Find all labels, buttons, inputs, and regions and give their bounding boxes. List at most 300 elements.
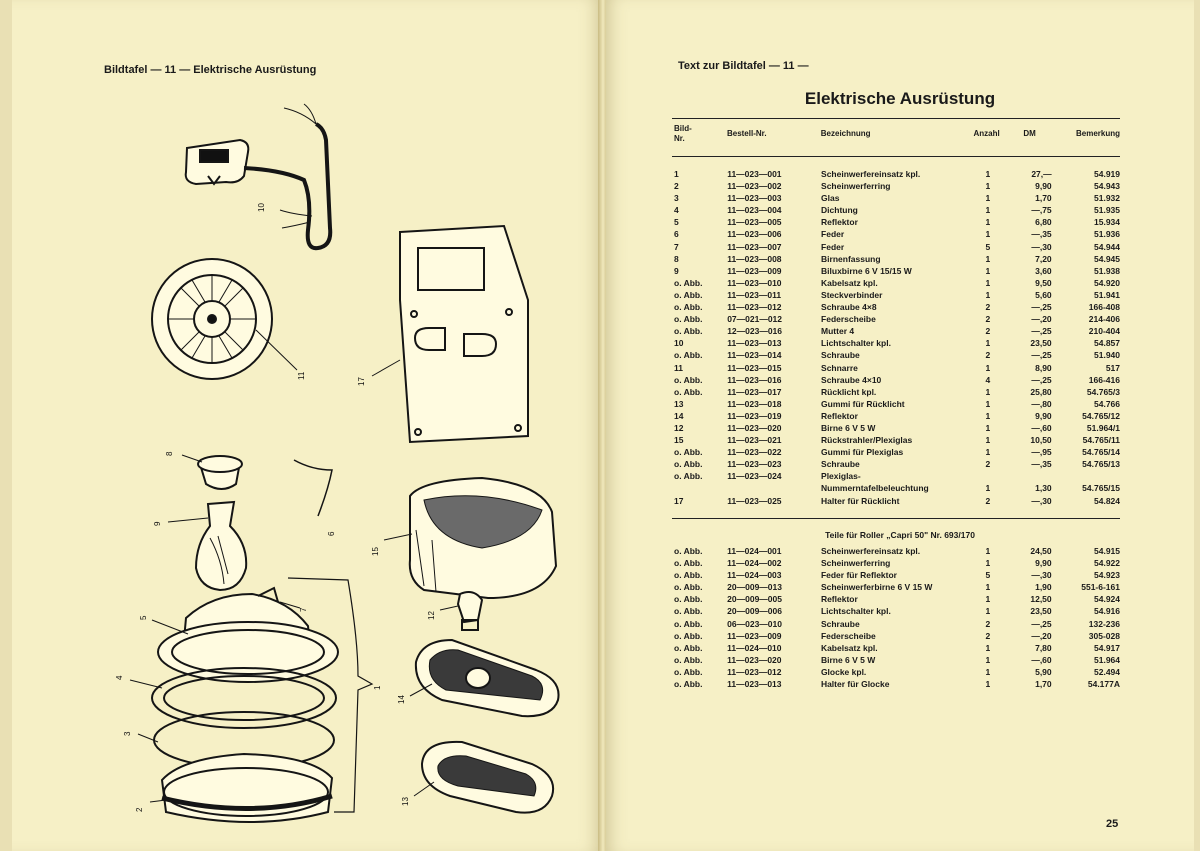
cell-dm: 1,90 — [1035, 582, 1052, 593]
cell-anz: 1 — [985, 181, 991, 192]
cell-bem: 166-408 — [1088, 302, 1120, 313]
cell-bild: o. Abb. — [674, 447, 703, 458]
col-bestell: Bestell-Nr. — [726, 129, 767, 138]
cell-anz: 4 — [985, 374, 991, 385]
cell-dm: 1,70 — [1035, 193, 1052, 204]
headlight-stack-drawing — [130, 578, 372, 822]
cell-bem: 517 — [1105, 362, 1120, 373]
cell-bild: 5 — [674, 217, 679, 228]
label-6: 6 — [327, 531, 336, 536]
label-8: 8 — [165, 451, 174, 456]
cell-dm: —,95 — [1031, 447, 1052, 458]
label-13: 13 — [401, 797, 410, 806]
parts-table-capri — [674, 545, 1120, 690]
table-row — [674, 593, 1120, 605]
cell-bez: Federscheibe — [820, 630, 876, 641]
cell-bild: 13 — [674, 398, 684, 409]
cell-anz: 1 — [985, 594, 991, 605]
cell-dm: 5,60 — [1035, 289, 1052, 300]
cell-dm: —,25 — [1031, 374, 1052, 385]
left-page — [12, 0, 600, 851]
label-3: 3 — [123, 731, 132, 736]
cell-bez: Schraube — [821, 350, 860, 361]
cell-nr: 11—023—009 — [727, 630, 782, 641]
cell-bem: 51.936 — [1094, 229, 1120, 240]
cell-bild: o. Abb. — [674, 546, 703, 556]
cell-anz: 1 — [985, 558, 991, 569]
cell-nr: 11—023—022 — [727, 447, 782, 458]
cell-bez: Lichtschalter kpl. — [821, 338, 891, 349]
cell-bez: Reflektor — [821, 410, 858, 421]
table-row — [674, 337, 1120, 349]
cell-dm: 25,80 — [1030, 386, 1052, 397]
cell-dm: 7,80 — [1035, 642, 1052, 653]
cell-dm: 7,20 — [1035, 253, 1052, 264]
cell-anz: 2 — [985, 459, 991, 470]
cell-dm: 10,50 — [1030, 435, 1052, 446]
cell-dm: —,35 — [1031, 229, 1052, 240]
cell-nr: 11—023—002 — [727, 181, 782, 192]
cell-bez: Gummi für Rücklicht — [821, 398, 905, 409]
cell-anz: 1 — [985, 205, 991, 216]
col-anzahl: Anzahl — [973, 129, 1000, 138]
cell-nr: 11—023—003 — [727, 193, 782, 204]
cell-dm: —,30 — [1031, 570, 1052, 581]
cell-bem: 54.924 — [1094, 594, 1120, 605]
rear-light-drawing — [384, 478, 556, 598]
cell-bez: Scheinwerfereinsatz kpl. — [820, 546, 921, 556]
cell-dm: 9,90 — [1035, 558, 1052, 569]
cell-anz: 1 — [985, 435, 991, 446]
table-row — [674, 277, 1120, 289]
cell-bild: 12 — [674, 422, 684, 433]
cell-anz: 2 — [985, 314, 991, 325]
col-bild: Bild- Nr. — [674, 124, 692, 143]
table-row — [674, 482, 1120, 494]
cell-nr: 11—023—005 — [727, 217, 782, 228]
cell-bem: 54.766 — [1094, 398, 1120, 409]
col-bemerkung: Bemerkung — [1075, 129, 1120, 138]
table-row — [674, 192, 1120, 204]
label-4: 4 — [115, 675, 124, 680]
rear-light-holder-drawing — [372, 226, 528, 442]
top-rule — [672, 118, 1120, 119]
col-dm: DM — [1023, 129, 1036, 138]
cell-nr: 20—009—005 — [727, 594, 782, 605]
small-bulb-drawing — [440, 592, 482, 630]
cell-bild: o. Abb. — [674, 326, 703, 337]
cell-nr: 11—023—020 — [727, 654, 782, 665]
cell-bem: 54.944 — [1094, 241, 1120, 252]
table-row — [674, 253, 1120, 265]
table-row — [674, 678, 1120, 690]
cell-nr: 11—023—013 — [727, 338, 782, 349]
right-page — [606, 0, 1194, 851]
cell-anz: 1 — [985, 422, 991, 433]
table-row — [674, 325, 1120, 337]
section-rule — [672, 518, 1120, 519]
cell-bez: Kabelsatz kpl. — [821, 277, 878, 288]
cell-nr: 11—023—019 — [727, 410, 782, 421]
cell-anz: 1 — [985, 410, 991, 421]
cell-nr: 07—021—012 — [727, 314, 783, 325]
cell-dm: —,20 — [1031, 314, 1052, 325]
cell-bez: Dichtung — [821, 205, 858, 216]
label-2: 2 — [135, 807, 144, 812]
cell-bild: o. Abb. — [674, 374, 703, 385]
cell-bez: Federscheibe — [821, 314, 876, 325]
cell-bild: o. Abb. — [674, 459, 703, 470]
cell-bild: 17 — [674, 495, 684, 506]
cell-nr: 11—024—002 — [727, 558, 782, 569]
cell-bez: Steckverbinder — [821, 289, 883, 300]
cell-bez: Scheinwerferbirne 6 V 15 W — [820, 582, 933, 593]
table-row — [674, 180, 1120, 192]
cell-anz: 1 — [985, 193, 991, 204]
col-bezeichnung: Bezeichnung — [820, 129, 871, 138]
cell-bem: 15.934 — [1094, 217, 1120, 228]
cell-bild: 15 — [674, 435, 684, 446]
cell-bild: o. Abb. — [674, 350, 703, 361]
cell-anz: 1 — [985, 265, 991, 276]
cell-bem: 54.920 — [1094, 277, 1120, 288]
cell-bez: Schraube — [820, 618, 860, 629]
cell-bild: 8 — [674, 253, 679, 264]
label-17: 17 — [357, 377, 366, 386]
cell-bez: Gummi für Plexiglas — [821, 447, 904, 458]
cell-anz: 1 — [985, 654, 991, 665]
table-row — [674, 470, 1120, 482]
cell-bild: o. Abb. — [674, 679, 703, 690]
cell-anz: 2 — [985, 618, 991, 629]
cell-bem: 54.919 — [1094, 169, 1120, 179]
table-row — [674, 666, 1120, 678]
cell-bez: Mutter 4 — [821, 326, 855, 337]
cell-dm: —,35 — [1031, 459, 1052, 470]
table-row — [674, 458, 1120, 470]
cell-bem: 551-6-161 — [1081, 582, 1120, 593]
cell-bez: Halter für Rücklicht — [821, 495, 900, 506]
cell-bez: Schraube 4×10 — [821, 374, 882, 385]
cell-dm: —,30 — [1031, 241, 1052, 252]
cell-nr: 11—023—017 — [727, 386, 782, 397]
cell-nr: 11—023—012 — [727, 302, 782, 313]
cell-nr: 11—023—010 — [727, 277, 782, 288]
table-row — [674, 386, 1120, 398]
cell-dm: 27,— — [1031, 169, 1052, 179]
cell-anz: 1 — [985, 253, 991, 264]
cell-dm: —,25 — [1031, 302, 1052, 313]
light-switch-drawing — [186, 104, 331, 248]
parts-table-header — [674, 124, 1120, 144]
cell-anz: 2 — [985, 302, 991, 313]
cell-bild: o. Abb. — [674, 386, 703, 397]
table-row — [674, 204, 1120, 216]
cell-bild: o. Abb. — [674, 642, 703, 653]
cell-dm: —,25 — [1031, 326, 1052, 337]
cell-bem: 54.945 — [1094, 253, 1120, 264]
parts-table-main — [674, 168, 1120, 507]
cell-nr: 11—023—015 — [727, 362, 782, 373]
cell-bez: Birne 6 V 5 W — [820, 654, 876, 665]
cell-dm: —,20 — [1031, 630, 1052, 641]
cell-bild: o. Abb. — [674, 302, 703, 313]
cell-anz: 1 — [985, 169, 991, 179]
cell-nr: 11—023—014 — [727, 350, 782, 361]
cell-dm: —,80 — [1031, 398, 1052, 409]
table-row — [674, 618, 1120, 630]
cell-bild: 9 — [674, 265, 679, 276]
cell-nr: 11—023—016 — [727, 374, 782, 385]
cell-dm: —,75 — [1031, 205, 1052, 216]
cell-anz: 1 — [985, 606, 991, 617]
cell-bem: 54.857 — [1094, 338, 1120, 349]
cell-bem: 210-404 — [1088, 326, 1120, 337]
cell-bild: o. Abb. — [674, 289, 703, 300]
label-12: 12 — [427, 611, 436, 620]
cell-bez: Rückstrahler/Plexiglas — [821, 435, 913, 446]
cell-anz: 1 — [985, 398, 991, 409]
section2-title: Teile für Roller „Capri 50" Nr. 693/170 — [825, 530, 975, 540]
cell-dm: 23,50 — [1030, 606, 1052, 617]
cell-bez: Birne 6 V 5 W — [821, 422, 876, 433]
table-row — [674, 241, 1120, 253]
cell-nr: 11—023—007 — [727, 241, 782, 252]
cell-bem: 51.938 — [1094, 265, 1120, 276]
cell-nr: 11—023—006 — [727, 229, 782, 240]
cell-bild: 1 — [674, 169, 679, 179]
cell-bem: 51.941 — [1094, 289, 1120, 300]
table-row — [674, 362, 1120, 374]
table-row — [674, 349, 1120, 361]
cell-dm: 9,90 — [1035, 181, 1052, 192]
cell-bild: o. Abb. — [674, 570, 703, 581]
table-row — [674, 313, 1120, 325]
cell-nr: 11—023—011 — [727, 289, 782, 300]
cell-bem: 54.765/13 — [1082, 459, 1120, 470]
cell-bez: Reflektor — [821, 217, 858, 228]
table-row — [674, 581, 1120, 593]
cell-bild: 14 — [674, 410, 684, 421]
plate-title: Bildtafel — 11 — Elektrische Ausrüstung — [104, 64, 317, 76]
cell-nr: 11—023—008 — [727, 253, 782, 264]
cell-dm: —,25 — [1031, 350, 1052, 361]
label-11: 11 — [297, 371, 306, 380]
table-row — [674, 434, 1120, 446]
table-row — [674, 289, 1120, 301]
cell-bild: o. Abb. — [674, 594, 703, 605]
table-row — [674, 630, 1120, 642]
cell-bem: 54.765/11 — [1082, 435, 1120, 446]
cell-bez: Rücklicht kpl. — [821, 386, 877, 397]
cell-bem — [1052, 470, 1120, 482]
cell-nr: 20—009—013 — [727, 582, 782, 593]
cell-anz: 1 — [985, 289, 991, 300]
cell-bez: Biluxbirne 6 V 15/15 W — [821, 265, 912, 276]
cell-bem: 214-406 — [1088, 314, 1120, 325]
cell-bild: 4 — [674, 205, 679, 216]
cell-nr: 11—023—013 — [727, 679, 782, 690]
cell-bem: 51.932 — [1094, 193, 1120, 204]
cell-anz: 1 — [985, 362, 991, 373]
table-row — [674, 168, 1120, 180]
cell-bem: 54.824 — [1094, 495, 1120, 506]
cell-dm: 5,90 — [1035, 666, 1052, 677]
table-row — [674, 265, 1120, 277]
cell-nr — [717, 482, 821, 494]
cell-nr: 11—024—001 — [727, 546, 782, 556]
cell-bem: 52.494 — [1094, 666, 1120, 677]
cell-bez: Glas — [821, 193, 840, 204]
cell-nr: 11—023—018 — [727, 398, 782, 409]
label-1: 1 — [373, 685, 382, 690]
cell-nr: 11—023—023 — [727, 459, 782, 470]
cell-dm: —,60 — [1031, 422, 1052, 433]
cell-bez: Glocke kpl. — [820, 666, 867, 677]
cell-nr: 11—023—021 — [727, 435, 782, 446]
cell-anz — [967, 470, 1009, 482]
cell-bem: 54.917 — [1094, 642, 1120, 653]
cell-anz: 5 — [985, 241, 991, 252]
cell-anz: 1 — [985, 338, 991, 349]
cell-bild: 3 — [674, 193, 679, 204]
cell-dm: 12,50 — [1030, 594, 1052, 605]
cell-anz: 1 — [985, 386, 991, 397]
cell-nr: 11—023—024 — [727, 471, 782, 482]
cell-bem: 51.935 — [1094, 205, 1120, 216]
cell-nr: 11—023—012 — [727, 666, 782, 677]
cell-bem: 54.916 — [1094, 606, 1120, 617]
cell-bild: 11 — [674, 362, 683, 373]
cell-bez: Feder — [821, 241, 845, 252]
cell-bild: o. Abb. — [674, 654, 703, 665]
label-14: 14 — [397, 695, 406, 704]
cell-dm: 9,90 — [1035, 410, 1052, 421]
bulb-drawing — [168, 502, 246, 590]
exploded-parts-drawing — [12, 0, 600, 851]
cell-bild: 6 — [674, 229, 679, 240]
table-row — [674, 374, 1120, 386]
cell-dm: —,60 — [1031, 654, 1052, 665]
cell-anz: 5 — [985, 570, 991, 581]
cell-anz: 1 — [985, 582, 991, 593]
cell-anz: 2 — [985, 495, 991, 506]
cell-bez: Birnenfassung — [821, 253, 881, 264]
table-row — [674, 216, 1120, 228]
cell-bild: o. Abb. — [674, 314, 703, 325]
cell-nr: 11—023—009 — [727, 265, 782, 276]
table-row — [674, 422, 1120, 434]
cell-bez: Kabelsatz kpl. — [820, 642, 878, 653]
cell-bez: Schraube 4×8 — [821, 302, 877, 313]
cell-bem: 54.923 — [1094, 570, 1120, 581]
page-title: Elektrische Ausrüstung — [804, 89, 996, 108]
cell-dm: 9,50 — [1035, 277, 1052, 288]
table-row — [674, 605, 1120, 617]
cell-bem: 51.964/1 — [1086, 422, 1120, 433]
cell-nr: 11—023—025 — [727, 495, 782, 506]
cell-dm: 6,80 — [1035, 217, 1052, 228]
cell-bem: 54.765/3 — [1086, 386, 1120, 397]
table-row — [674, 410, 1120, 422]
cell-anz: 1 — [985, 546, 991, 556]
cell-nr: 11—024—010 — [727, 642, 782, 653]
cell-dm: 8,90 — [1035, 362, 1052, 373]
cell-anz: 1 — [985, 679, 991, 690]
label-7: 7 — [299, 607, 308, 612]
cell-bez: Plexiglas- — [821, 471, 861, 482]
cell-bem: 54.922 — [1094, 558, 1120, 569]
cell-bild: o. Abb. — [674, 277, 703, 288]
cell-bem: 305-028 — [1088, 630, 1120, 641]
table-row — [674, 228, 1120, 240]
cell-bild: o. Abb. — [674, 471, 703, 482]
cell-bez: Feder — [821, 229, 845, 240]
cell-bem: 54.765/15 — [1082, 483, 1120, 494]
cell-bem: 51.940 — [1094, 350, 1120, 361]
cell-bez: Nummerntafelbeleuchtung — [821, 483, 929, 494]
cell-bez: Halter für Glocke — [820, 679, 890, 690]
cell-nr: 12—023—016 — [727, 326, 783, 337]
cell-anz: 2 — [985, 326, 991, 337]
cell-bez: Scheinwerferring — [821, 181, 891, 192]
cell-nr: 06—023—010 — [727, 618, 782, 629]
table-row — [674, 398, 1120, 410]
spring-drawing — [294, 460, 332, 516]
cell-bez: Scheinwerfereinsatz kpl. — [821, 169, 921, 179]
table-row — [674, 654, 1120, 666]
rubber-gasket-drawing — [414, 742, 553, 813]
cell-bild: o. Abb. — [674, 618, 703, 629]
text-supertitle: Text zur Bildtafel — 11 — — [678, 60, 809, 72]
cell-bez: Lichtschalter kpl. — [820, 606, 891, 617]
cell-bez: Scheinwerferring — [820, 558, 891, 569]
cell-anz: 1 — [985, 666, 991, 677]
cell-bild: o. Abb. — [674, 606, 703, 617]
label-15: 15 — [371, 547, 380, 556]
cell-bem: 54.177A — [1087, 679, 1120, 690]
cell-anz: 1 — [985, 277, 991, 288]
cell-nr: 20—009—006 — [727, 606, 782, 617]
cell-anz: 2 — [985, 350, 991, 361]
cell-bem: 54.765/14 — [1082, 447, 1120, 458]
cell-nr: 11—023—020 — [727, 422, 782, 433]
cell-anz: 1 — [985, 217, 991, 228]
page-number: 25 — [1106, 818, 1119, 830]
cell-bild — [674, 482, 717, 494]
table-row — [674, 642, 1120, 654]
reflector-plate-drawing — [410, 640, 559, 716]
cell-anz: 1 — [985, 229, 991, 240]
table-row — [674, 446, 1120, 458]
table-row — [674, 495, 1120, 507]
cell-dm: 24,50 — [1030, 546, 1052, 556]
cell-bild: 2 — [674, 181, 679, 192]
table-row — [674, 557, 1120, 569]
table-row — [674, 569, 1120, 581]
cell-dm: 23,50 — [1030, 338, 1052, 349]
cell-bild: 7 — [674, 241, 679, 252]
label-5: 5 — [139, 615, 148, 620]
cell-bem: 54.915 — [1094, 546, 1120, 556]
cell-dm: —,30 — [1031, 495, 1052, 506]
cell-bez: Schnarre — [821, 362, 858, 373]
cell-anz: 1 — [985, 483, 991, 494]
cell-bem: 132-236 — [1088, 618, 1120, 629]
label-9: 9 — [153, 521, 162, 526]
cell-bem: 51.964 — [1094, 654, 1120, 665]
cell-bild: o. Abb. — [674, 630, 703, 641]
